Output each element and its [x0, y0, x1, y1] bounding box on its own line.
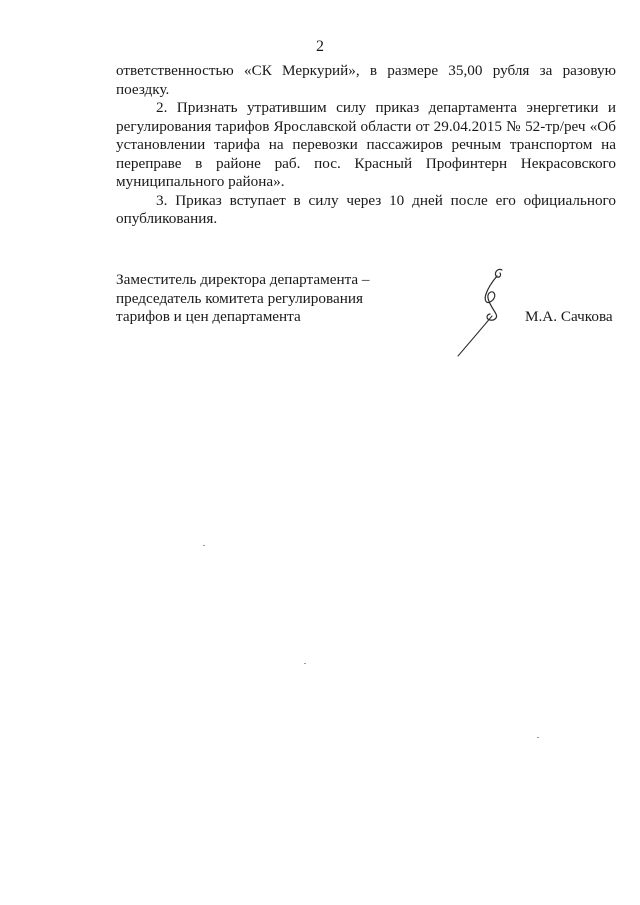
paragraph-item-2: 2. Признать утратившим силу приказ департамента энергетики и регулирования тарифов Ярославской области от 29.04.2015 № 52-тр/реч «Об установлении тарифа на перевозки пассажиров речным транспортом на переправе в районе раб. пос. Красный Профинтерн Некрасовского муниципального района».	[116, 99, 616, 190]
scan-speck	[537, 737, 539, 738]
signatory-title-line-1: Заместитель директора департамента –	[116, 271, 370, 288]
scan-speck	[203, 545, 205, 546]
page-number: 2	[316, 38, 324, 55]
signatory-title-line-3: тарифов и цен департамента	[116, 308, 301, 325]
body-text	[116, 62, 616, 229]
scan-speck	[304, 663, 306, 664]
signer-name: М.А. Сачкова	[525, 308, 613, 325]
signature-block	[116, 271, 370, 327]
handwritten-signature	[452, 266, 522, 358]
signatory-title-line-2: председатель комитета регулирования	[116, 289, 363, 307]
paragraph-continuation: ответственностью «СК Меркурий», в размере 35,00 рубля за разовую поездку.	[116, 62, 616, 98]
paragraph-item-3: 3. Приказ вступает в силу через 10 дней после его официального опубликования.	[116, 191, 616, 227]
